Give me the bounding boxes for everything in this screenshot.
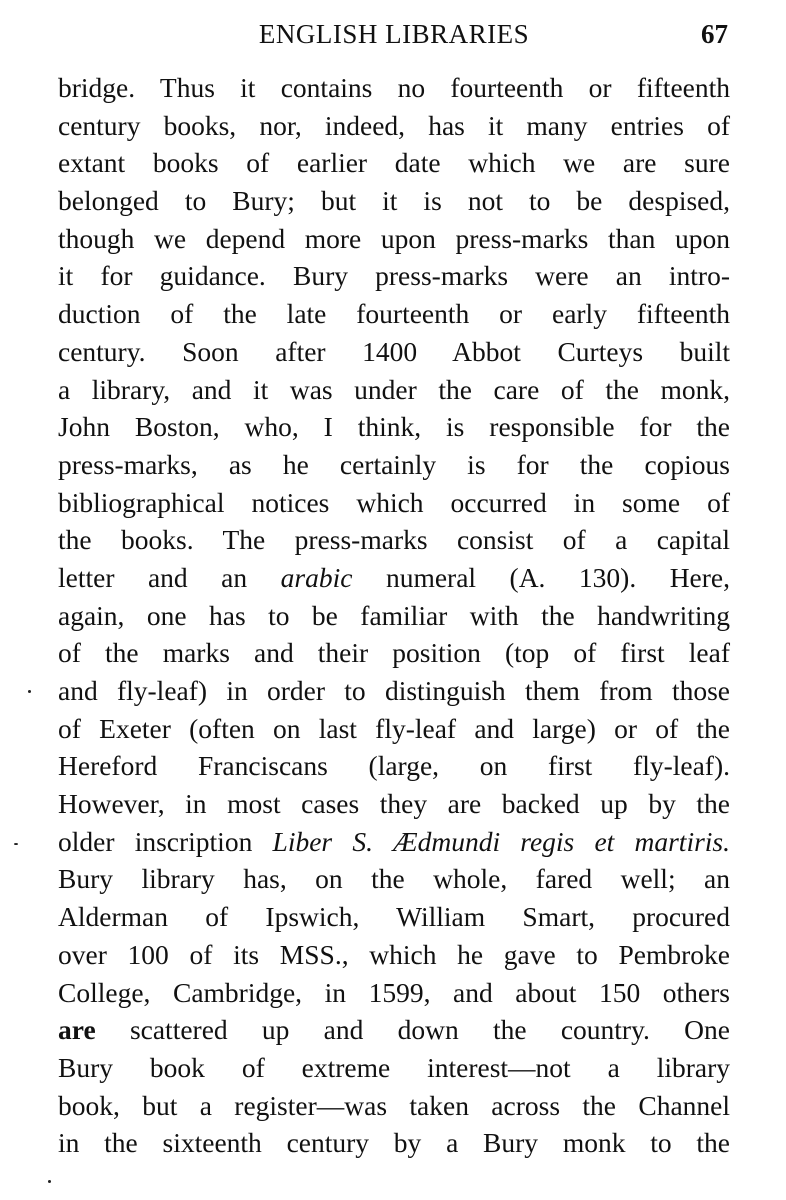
page-number: 67 xyxy=(701,19,728,49)
text-line: duction of the late fourteenth or early fifteenth xyxy=(58,298,730,330)
text-line: Hereford Franciscans (large, on first fly-leaf). xyxy=(58,750,730,782)
text-line xyxy=(58,1011,730,1049)
text-line: it for guidance. Bury press-marks were an intro- xyxy=(58,260,730,292)
text-fragment: letter and an xyxy=(58,561,248,593)
text-line: However, in most cases they are backed up by the xyxy=(58,788,730,820)
text-line: Alderman of Ipswich, William Smart, procured xyxy=(58,901,730,933)
text-line: century books, nor, indeed, has it many entries of xyxy=(58,109,730,141)
text-fragment: numeral (A. 130). Here, xyxy=(385,561,731,593)
text-line: book, but a register—was taken across the Channel xyxy=(58,1089,730,1121)
text-line: bibliographical notices which occurred in some of xyxy=(58,486,730,518)
text-line: and fly-leaf) in order to distinguish them from those xyxy=(58,675,730,706)
text-line: again, one has to be familiar with the handwriting xyxy=(58,599,730,631)
text-line: in the sixteenth century by a Bury monk to the xyxy=(58,1127,730,1159)
text-line: over 100 of its MSS., which he gave to Pembroke xyxy=(58,938,730,970)
text-line: of the marks and their position (top of first leaf xyxy=(58,637,730,669)
text-line: Bury library has, on the whole, fared well; an xyxy=(58,863,730,895)
text-line: John Boston, who, I think, is responsible for the xyxy=(58,411,730,443)
text-line: a library, and it was under the care of the monk, xyxy=(58,373,730,405)
scan-speck xyxy=(48,1180,51,1183)
body-text xyxy=(58,69,730,1162)
text-line: College, Cambridge, in 1599, and about 150 others xyxy=(58,976,730,1008)
text-fragment: scattered up and down the country. One xyxy=(129,1014,730,1046)
text-line: extant books of earlier date which we are sure xyxy=(58,147,730,179)
text-line: century. Soon after 1400 Abbot Curteys built xyxy=(58,335,730,367)
text-line xyxy=(58,823,730,861)
scan-speck xyxy=(14,843,18,845)
text-line: bridge. Thus it contains no fourteenth or fifteenth xyxy=(58,72,730,103)
text-line: the books. The press-marks consist of a capital xyxy=(58,524,730,556)
text-line: though we depend more upon press-marks than upon xyxy=(58,222,730,254)
running-header xyxy=(58,14,730,54)
text-line xyxy=(58,559,730,597)
italic-word: arabic xyxy=(280,561,353,593)
text-line: belonged to Bury; but it is not to be despised, xyxy=(58,185,730,217)
text-fragment: are xyxy=(58,1014,96,1046)
text-line: of Exeter (often on last fly-leaf and large) or of the xyxy=(58,712,730,744)
scan-speck xyxy=(28,690,31,693)
running-title: ENGLISH LIBRARIES xyxy=(258,19,530,49)
text-line: Bury book of extreme interest—not a library xyxy=(58,1051,730,1083)
text-fragment: older inscription xyxy=(58,825,253,857)
text-line: press-marks, as he certainly is for the copious xyxy=(58,448,730,480)
italic-inscription: Liber S. Ædmundi regis et martiris. xyxy=(272,825,730,857)
